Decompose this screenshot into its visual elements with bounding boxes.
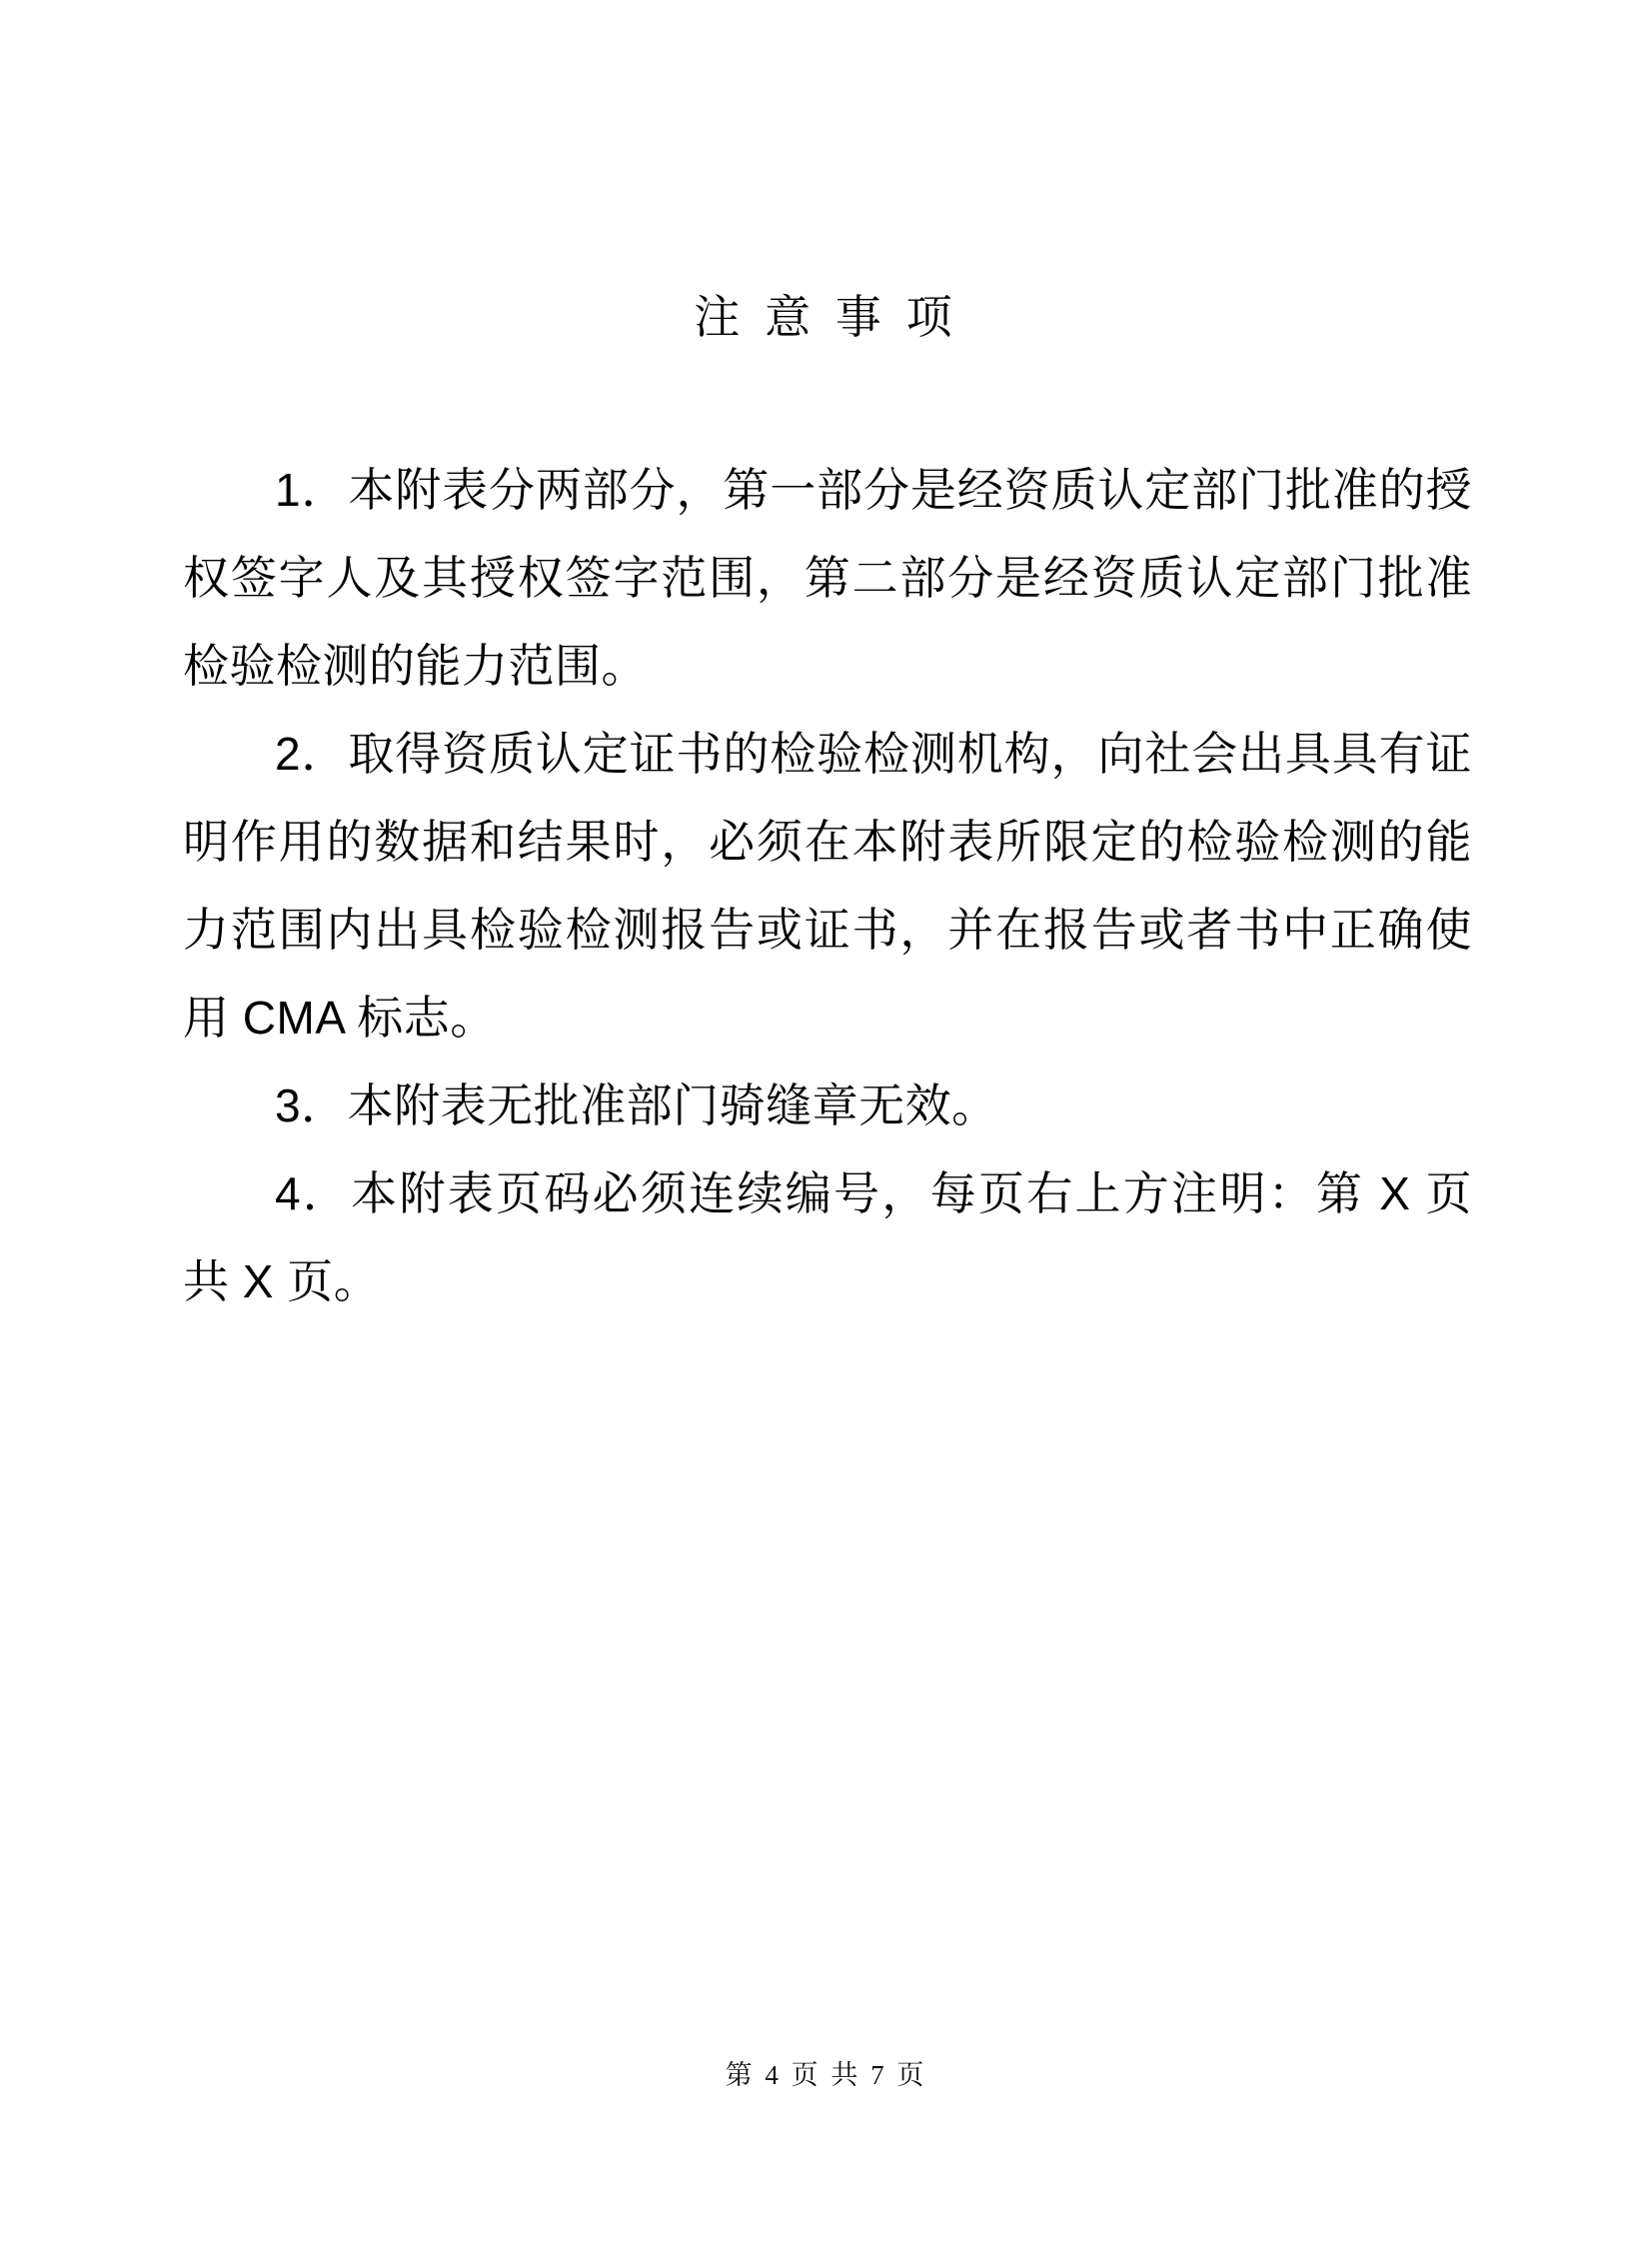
page-title: 注 意 事 项 xyxy=(694,291,958,343)
note-paragraph-1: 1．本附表分两部分，第一部分是经资质认定部门批准的授权签字人及其授权签字范围，第二部分是经资质认定部门批准检验检测的能力范围。 xyxy=(183,464,1472,692)
note-paragraph-2: 2．取得资质认定证书的检验检测机构，向社会出具具有证明作用的数据和结果时，必须在本附表所限定的检验检测的能力范围内出具检验检测报告或证书，并在报告或者书中正确使用 CMA 标志。 xyxy=(183,728,1472,1044)
notes-body xyxy=(183,446,1472,1325)
note-paragraph-4: 4．本附表页码必须连续编号，每页右上方注明：第 X 页共 X 页。 xyxy=(183,1167,1472,1307)
note-paragraph-3: 3．本附表无批准部门骑缝章无效。 xyxy=(275,1080,998,1131)
page-number-footer: 第 4 页 共 7 页 xyxy=(725,2060,927,2090)
